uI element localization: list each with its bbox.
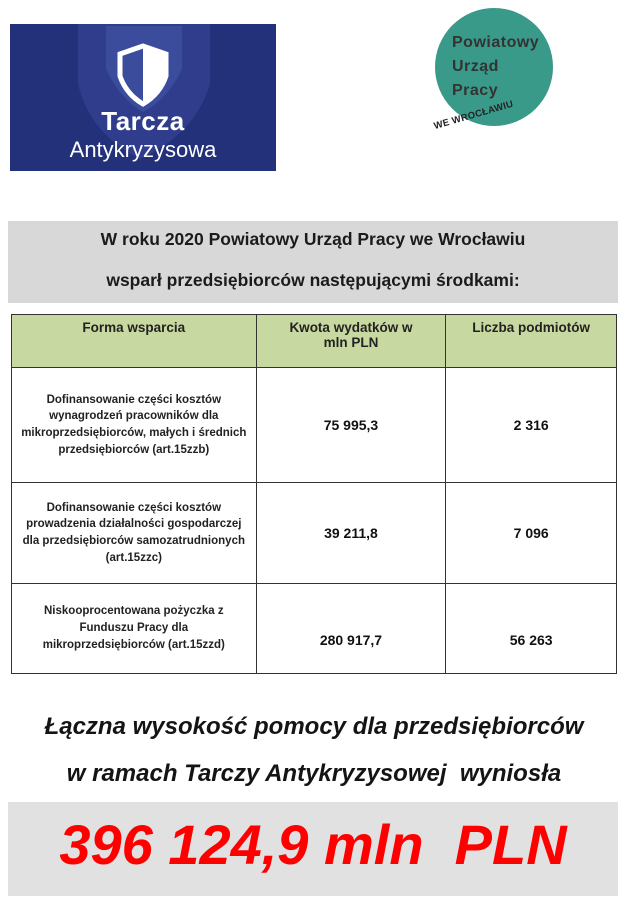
summary-text bbox=[0, 703, 628, 797]
tarcza-antykryzysowa-logo bbox=[10, 24, 276, 171]
row-kwota: 280 917,7 bbox=[256, 584, 446, 674]
header-liczba: Liczba podmiotów bbox=[446, 315, 617, 368]
row-kwota: 39 211,8 bbox=[256, 483, 446, 584]
summary-line-1: Łączna wysokość pomocy dla przedsiębiorców bbox=[44, 713, 584, 740]
row-forma: Niskooprocentowana pożyczka z Funduszu Pracy dla mikroprzedsiębiorców (art.15zzd) bbox=[12, 584, 257, 674]
headline-box bbox=[8, 221, 618, 303]
summary-line-2: w ramach Tarczy Antykryzysowej wyniosła bbox=[66, 760, 562, 787]
header-forma: Forma wsparcia bbox=[12, 315, 257, 368]
row-forma: Dofinansowanie części kosztów prowadzenia działalności gospodarczej dla przedsiębiorców samozatrudnionych (art.15zzc) bbox=[12, 483, 257, 584]
row-liczba: 56 263 bbox=[446, 584, 617, 674]
support-table bbox=[11, 314, 617, 674]
table-header-row bbox=[12, 315, 617, 368]
pup-line-3: Pracy bbox=[452, 82, 499, 99]
row-kwota: 75 995,3 bbox=[256, 368, 446, 483]
pup-line-2: Urząd bbox=[452, 58, 499, 75]
pup-line-1: Powiatowy bbox=[452, 34, 540, 51]
row-forma: Dofinansowanie części kosztów wynagrodzeń pracowników dla mikroprzedsiębiorców, małych i średnich przedsiębiorców (art.15zzb) bbox=[12, 368, 257, 483]
pup-city: WE WROCŁAWIU bbox=[432, 98, 515, 132]
table-row bbox=[12, 368, 617, 483]
row-liczba: 2 316 bbox=[446, 368, 617, 483]
headline-line-2: wsparł przedsiębiorców następującymi środkami: bbox=[106, 270, 520, 290]
total-amount: 396 124,9 mln PLN bbox=[59, 813, 567, 876]
table-row bbox=[12, 584, 617, 674]
headline-line-1: W roku 2020 Powiatowy Urząd Pracy we Wrocławiu bbox=[100, 229, 526, 249]
pup-logo bbox=[430, 8, 590, 158]
row-liczba: 7 096 bbox=[446, 483, 617, 584]
header-kwota: Kwota wydatków w mln PLN bbox=[256, 315, 446, 368]
tarcza-title: Tarcza bbox=[101, 106, 185, 136]
total-box bbox=[8, 802, 618, 896]
tarcza-subtitle: Antykryzysowa bbox=[69, 137, 217, 162]
table-row bbox=[12, 483, 617, 584]
